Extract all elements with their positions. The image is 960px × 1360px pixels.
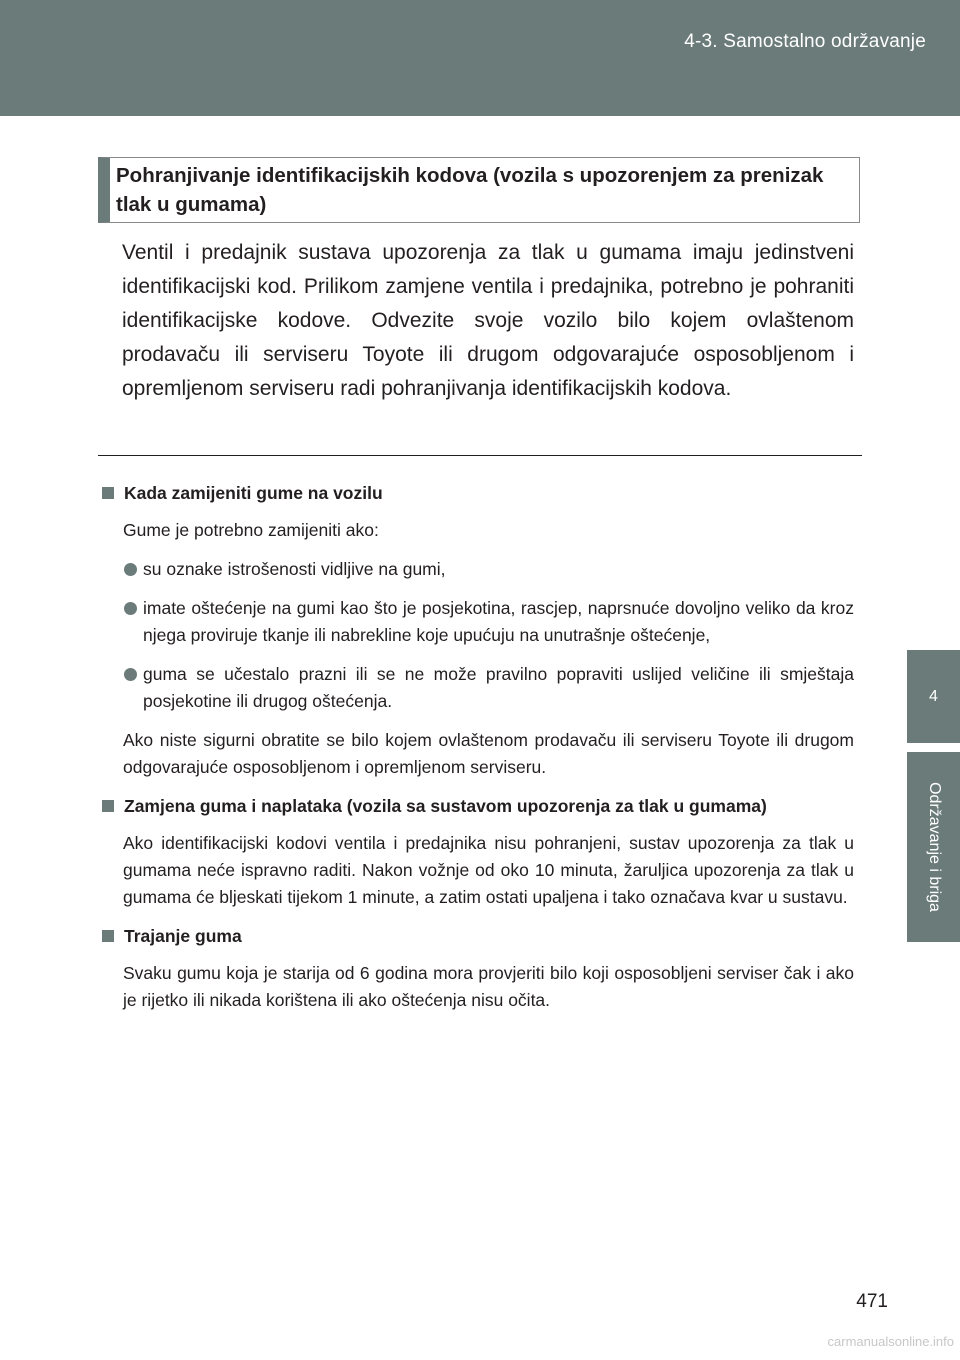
chapter-number-tab: 4 [907, 650, 960, 743]
list-item [123, 661, 854, 715]
list-item-text: su oznake istrošenosti vidljive na gumi, [143, 559, 446, 579]
section-title: Pohranjivanje identifikacijskih kodova (vozila s upozorenjem za prenizak tlak u gumama) [116, 164, 824, 216]
note-paragraph: Gume je potrebno zamijeniti ako: [123, 520, 379, 540]
round-bullet-icon [124, 668, 137, 681]
square-bullet-icon [102, 800, 114, 812]
note-paragraph: Ako identifikacijski kodovi ventila i predajnika nisu pohranjeni, sustav upozorenja za tlak u gumama neće ispravno raditi. Nakon vožnje od oko 10 minuta, žaruljica upozorenja za tlak u gumama će bljeskati tijekom 1 minute, a zatim ostati upaljena i tako označava kvar u sustavu. [123, 833, 854, 907]
note-paragraph: Ako niste sigurni obratite se bilo kojem ovlaštenom prodavaču ili serviseru Toyote ili drugom odgovarajuće osposobljenom i opremljenom serviseru. [123, 730, 854, 777]
note-heading [100, 480, 854, 507]
list-item-text: imate oštećenje na gumi kao što je posjekotina, rascjep, naprsnuće dovoljno veliko da kroz njega proviruje tkanje ili nabrekline koje upućuju na unutrašnje oštećenje, [143, 598, 854, 645]
section-title-box [98, 157, 860, 223]
intro-paragraph: Ventil i predajnik sustava upozorenja za tlak u gumama imaju jedinstveni identifikacijski kod. Prilikom zamjene ventila i predajnika, potrebno je pohraniti identifikacijske kodove. Odvezite svoje vozilo bilo kojem ovlaštenom prodavaču ili serviseru Toyote ili drugom odgovarajuće osposobljenom i opremljenom serviseru radi pohranjivanja identifikacijskih kodova. [122, 241, 854, 400]
page-number: 471 [856, 1291, 888, 1312]
section-reference: 4-3. Samostalno održavanje [684, 31, 926, 52]
list-item-text: guma se učestalo prazni ili se ne može pravilno popraviti uslijed veličine ili smještaja posjekotine ili drugog oštećenja. [143, 664, 854, 711]
divider-line [98, 455, 862, 456]
note-heading-text: Kada zamijeniti gume na vozilu [124, 483, 383, 503]
round-bullet-icon [124, 563, 137, 576]
notes-section [100, 480, 854, 1026]
note-heading [100, 923, 854, 950]
note-heading-text: Trajanje guma [124, 926, 242, 946]
note-heading [100, 793, 854, 820]
list-item [123, 595, 854, 649]
note-heading-text: Zamjena guma i naplataka (vozila sa sustavom upozorenja za tlak u gumama) [124, 796, 767, 816]
chapter-label-tab [907, 752, 960, 942]
chapter-label: Održavanje i briga [925, 782, 943, 912]
list-item [123, 556, 854, 583]
note-paragraph: Svaku gumu koja je starija od 6 godina mora provjeriti bilo koji osposobljeni serviser čak i ako je rijetko ili nikada korištena ili ako oštećenja nisu očita. [123, 963, 854, 1010]
square-bullet-icon [102, 930, 114, 942]
header-band [0, 0, 960, 116]
round-bullet-icon [124, 602, 137, 615]
watermark: carmanualsonline.info [827, 1334, 954, 1349]
square-bullet-icon [102, 487, 114, 499]
